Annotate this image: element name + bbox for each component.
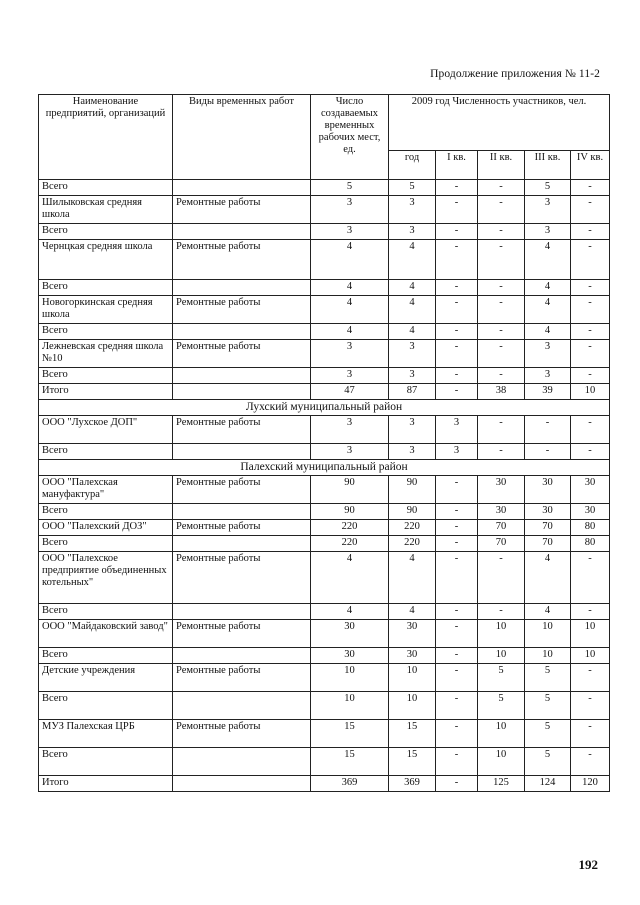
- cell-org: Всего: [39, 504, 173, 520]
- cell-work: Ремонтные работы: [173, 240, 311, 280]
- cell-q3: 30: [525, 476, 571, 504]
- cell-q2: -: [478, 240, 525, 280]
- cell-year: 3: [389, 416, 436, 444]
- cell-year: 87: [389, 384, 436, 400]
- header-q4: IV кв.: [571, 151, 610, 180]
- cell-org: Шилыковская средняя школа: [39, 196, 173, 224]
- cell-work: Ремонтные работы: [173, 340, 311, 368]
- cell-q2: 10: [478, 720, 525, 748]
- cell-places: 30: [311, 620, 389, 648]
- cell-q3: 10: [525, 648, 571, 664]
- cell-org: ООО "Майдаковский завод": [39, 620, 173, 648]
- cell-q1: -: [436, 296, 478, 324]
- cell-q4: 10: [571, 620, 610, 648]
- cell-org: Всего: [39, 444, 173, 460]
- header-q3: III кв.: [525, 151, 571, 180]
- table-row: [39, 504, 610, 520]
- cell-org: Чернцкая средняя школа: [39, 240, 173, 280]
- cell-year: 90: [389, 504, 436, 520]
- cell-q3: 30: [525, 504, 571, 520]
- cell-q4: -: [571, 748, 610, 776]
- cell-q4: 10: [571, 648, 610, 664]
- header-places: Число создаваемых временных рабочих мест, ед.: [311, 95, 389, 180]
- cell-q1: -: [436, 620, 478, 648]
- cell-q4: -: [571, 240, 610, 280]
- cell-work: [173, 776, 311, 792]
- cell-q3: 5: [525, 720, 571, 748]
- table-row-total: [39, 776, 610, 792]
- cell-year: 369: [389, 776, 436, 792]
- cell-q2: -: [478, 196, 525, 224]
- cell-q2: 38: [478, 384, 525, 400]
- cell-q3: 3: [525, 340, 571, 368]
- cell-work: [173, 604, 311, 620]
- cell-q3: 3: [525, 368, 571, 384]
- table-row: [39, 552, 610, 604]
- cell-q4: -: [571, 296, 610, 324]
- table-row: [39, 692, 610, 720]
- cell-q2: 125: [478, 776, 525, 792]
- cell-work: [173, 224, 311, 240]
- cell-q1: -: [436, 748, 478, 776]
- cell-places: 4: [311, 296, 389, 324]
- cell-work: [173, 324, 311, 340]
- cell-q3: -: [525, 416, 571, 444]
- cell-org: Новогоркинская средняя школа: [39, 296, 173, 324]
- table-row: [39, 240, 610, 280]
- section-row-lukh: [39, 400, 610, 416]
- table-row: [39, 444, 610, 460]
- cell-q4: -: [571, 552, 610, 604]
- cell-q4: -: [571, 444, 610, 460]
- table-row: [39, 180, 610, 196]
- cell-q4: -: [571, 280, 610, 296]
- cell-places: 4: [311, 604, 389, 620]
- cell-year: 4: [389, 296, 436, 324]
- cell-year: 220: [389, 536, 436, 552]
- cell-places: 3: [311, 196, 389, 224]
- table-row: [39, 280, 610, 296]
- cell-q2: -: [478, 296, 525, 324]
- cell-q4: 120: [571, 776, 610, 792]
- table-row: [39, 748, 610, 776]
- cell-year: 3: [389, 444, 436, 460]
- cell-org: Итого: [39, 384, 173, 400]
- table-row: [39, 620, 610, 648]
- cell-year: 30: [389, 620, 436, 648]
- cell-q1: -: [436, 536, 478, 552]
- cell-q1: -: [436, 692, 478, 720]
- cell-q3: 5: [525, 748, 571, 776]
- cell-work: Ремонтные работы: [173, 720, 311, 748]
- cell-places: 90: [311, 476, 389, 504]
- cell-q2: -: [478, 604, 525, 620]
- cell-year: 30: [389, 648, 436, 664]
- cell-q1: -: [436, 520, 478, 536]
- table-row: [39, 416, 610, 444]
- cell-q3: 4: [525, 604, 571, 620]
- cell-year: 220: [389, 520, 436, 536]
- cell-q4: -: [571, 180, 610, 196]
- cell-places: 5: [311, 180, 389, 196]
- participants-table: [38, 94, 610, 792]
- cell-work: Ремонтные работы: [173, 620, 311, 648]
- cell-org: Всего: [39, 648, 173, 664]
- header-year-group: 2009 год Численность участников, чел.: [389, 95, 610, 151]
- cell-work: [173, 536, 311, 552]
- cell-year: 4: [389, 552, 436, 604]
- cell-q2: 5: [478, 692, 525, 720]
- cell-q4: 30: [571, 476, 610, 504]
- cell-org: Детские учреждения: [39, 664, 173, 692]
- cell-places: 10: [311, 664, 389, 692]
- cell-q1: -: [436, 324, 478, 340]
- cell-org: ООО "Палехское предприятие объединенных котельных": [39, 552, 173, 604]
- cell-work: [173, 504, 311, 520]
- cell-org: Всего: [39, 368, 173, 384]
- cell-q4: -: [571, 224, 610, 240]
- cell-places: 369: [311, 776, 389, 792]
- cell-work: Ремонтные работы: [173, 196, 311, 224]
- cell-q1: -: [436, 552, 478, 604]
- section-title-palekh: Палехский муниципальный район: [39, 460, 610, 476]
- cell-year: 3: [389, 224, 436, 240]
- cell-work: Ремонтные работы: [173, 552, 311, 604]
- cell-q2: 30: [478, 504, 525, 520]
- cell-q4: 30: [571, 504, 610, 520]
- cell-q2: -: [478, 340, 525, 368]
- cell-q3: 70: [525, 536, 571, 552]
- header-work: Виды временных работ: [173, 95, 311, 180]
- cell-q4: -: [571, 720, 610, 748]
- cell-q4: 80: [571, 520, 610, 536]
- table-row: [39, 664, 610, 692]
- cell-org: Лежневская средняя школа №10: [39, 340, 173, 368]
- cell-q4: -: [571, 416, 610, 444]
- page-header-continuation: Продолжение приложения № 11-2: [430, 68, 600, 80]
- cell-places: 10: [311, 692, 389, 720]
- cell-places: 90: [311, 504, 389, 520]
- cell-places: 4: [311, 552, 389, 604]
- cell-q2: -: [478, 368, 525, 384]
- cell-places: 4: [311, 324, 389, 340]
- cell-q4: -: [571, 664, 610, 692]
- cell-work: Ремонтные работы: [173, 664, 311, 692]
- cell-places: 15: [311, 748, 389, 776]
- table-row: [39, 296, 610, 324]
- cell-q2: -: [478, 416, 525, 444]
- cell-q2: 10: [478, 748, 525, 776]
- cell-q2: 5: [478, 664, 525, 692]
- cell-org: Всего: [39, 604, 173, 620]
- cell-places: 30: [311, 648, 389, 664]
- cell-q2: -: [478, 552, 525, 604]
- cell-q3: 4: [525, 280, 571, 296]
- cell-q2: -: [478, 180, 525, 196]
- section-title-lukh: Лухский муниципальный район: [39, 400, 610, 416]
- cell-work: [173, 180, 311, 196]
- cell-org: ООО "Палехская мануфактура": [39, 476, 173, 504]
- cell-places: 220: [311, 520, 389, 536]
- cell-q3: 5: [525, 692, 571, 720]
- table-row: [39, 324, 610, 340]
- cell-work: Ремонтные работы: [173, 476, 311, 504]
- cell-year: 15: [389, 748, 436, 776]
- cell-q2: -: [478, 444, 525, 460]
- cell-q2: 10: [478, 648, 525, 664]
- cell-q1: -: [436, 280, 478, 296]
- cell-q1: 3: [436, 416, 478, 444]
- cell-q1: -: [436, 648, 478, 664]
- cell-q1: -: [436, 224, 478, 240]
- cell-q3: 4: [525, 552, 571, 604]
- cell-q1: -: [436, 384, 478, 400]
- cell-year: 3: [389, 340, 436, 368]
- cell-q1: -: [436, 504, 478, 520]
- cell-q1: -: [436, 604, 478, 620]
- cell-org: Всего: [39, 280, 173, 296]
- cell-q4: -: [571, 324, 610, 340]
- cell-places: 4: [311, 240, 389, 280]
- cell-work: [173, 692, 311, 720]
- cell-work: Ремонтные работы: [173, 520, 311, 536]
- cell-q3: 3: [525, 224, 571, 240]
- cell-q3: -: [525, 444, 571, 460]
- cell-work: Ремонтные работы: [173, 416, 311, 444]
- table-row: [39, 476, 610, 504]
- cell-places: 15: [311, 720, 389, 748]
- cell-q2: 10: [478, 620, 525, 648]
- cell-places: 3: [311, 368, 389, 384]
- cell-year: 4: [389, 280, 436, 296]
- cell-q3: 4: [525, 240, 571, 280]
- cell-q2: 70: [478, 536, 525, 552]
- cell-work: [173, 748, 311, 776]
- cell-q3: 3: [525, 196, 571, 224]
- cell-places: 3: [311, 340, 389, 368]
- cell-q3: 10: [525, 620, 571, 648]
- cell-q1: -: [436, 776, 478, 792]
- table-row: [39, 720, 610, 748]
- table-row: [39, 368, 610, 384]
- cell-year: 3: [389, 196, 436, 224]
- cell-q4: -: [571, 368, 610, 384]
- cell-q2: 30: [478, 476, 525, 504]
- cell-q2: -: [478, 324, 525, 340]
- cell-work: [173, 368, 311, 384]
- cell-places: 220: [311, 536, 389, 552]
- cell-work: Ремонтные работы: [173, 296, 311, 324]
- cell-q3: 39: [525, 384, 571, 400]
- cell-q4: -: [571, 604, 610, 620]
- cell-year: 3: [389, 368, 436, 384]
- cell-org: Всего: [39, 692, 173, 720]
- cell-work: [173, 384, 311, 400]
- cell-q1: -: [436, 240, 478, 280]
- table-row-total: [39, 384, 610, 400]
- table-row: [39, 196, 610, 224]
- table-row: [39, 340, 610, 368]
- cell-q1: -: [436, 664, 478, 692]
- cell-q1: -: [436, 340, 478, 368]
- cell-org: Итого: [39, 776, 173, 792]
- table-row: [39, 536, 610, 552]
- table-row: [39, 520, 610, 536]
- cell-org: ООО "Палехский ДОЗ": [39, 520, 173, 536]
- cell-places: 47: [311, 384, 389, 400]
- header-q1: I кв.: [436, 151, 478, 180]
- cell-work: [173, 648, 311, 664]
- cell-q3: 124: [525, 776, 571, 792]
- cell-q1: -: [436, 368, 478, 384]
- cell-q3: 5: [525, 180, 571, 196]
- cell-q1: -: [436, 476, 478, 504]
- cell-year: 15: [389, 720, 436, 748]
- cell-work: [173, 444, 311, 460]
- cell-org: ООО "Лухское ДОП": [39, 416, 173, 444]
- page-number: 192: [578, 857, 598, 872]
- cell-q3: 4: [525, 296, 571, 324]
- header-year: год: [389, 151, 436, 180]
- table-row: [39, 604, 610, 620]
- cell-year: 4: [389, 240, 436, 280]
- cell-org: МУЗ Палехская ЦРБ: [39, 720, 173, 748]
- cell-org: Всего: [39, 224, 173, 240]
- section-row-palekh: [39, 460, 610, 476]
- table-row: [39, 648, 610, 664]
- header-q2: II кв.: [478, 151, 525, 180]
- table-row: [39, 224, 610, 240]
- cell-places: 4: [311, 280, 389, 296]
- cell-q2: -: [478, 224, 525, 240]
- cell-places: 3: [311, 416, 389, 444]
- cell-q1: -: [436, 196, 478, 224]
- cell-q3: 5: [525, 664, 571, 692]
- cell-org: Всего: [39, 180, 173, 196]
- cell-q4: -: [571, 692, 610, 720]
- cell-q1: -: [436, 180, 478, 196]
- cell-q1: 3: [436, 444, 478, 460]
- cell-org: Всего: [39, 748, 173, 776]
- cell-q3: 4: [525, 324, 571, 340]
- cell-q3: 70: [525, 520, 571, 536]
- cell-org: Всего: [39, 324, 173, 340]
- cell-year: 4: [389, 324, 436, 340]
- cell-q1: -: [436, 720, 478, 748]
- cell-q2: 70: [478, 520, 525, 536]
- cell-org: Всего: [39, 536, 173, 552]
- cell-q4: 80: [571, 536, 610, 552]
- cell-q4: -: [571, 340, 610, 368]
- cell-year: 10: [389, 692, 436, 720]
- cell-q4: -: [571, 196, 610, 224]
- cell-year: 4: [389, 604, 436, 620]
- cell-q4: 10: [571, 384, 610, 400]
- cell-year: 5: [389, 180, 436, 196]
- cell-q2: -: [478, 280, 525, 296]
- cell-work: [173, 280, 311, 296]
- header-org: Наименование предприятий, организаций: [39, 95, 173, 180]
- cell-places: 3: [311, 444, 389, 460]
- cell-year: 10: [389, 664, 436, 692]
- cell-year: 90: [389, 476, 436, 504]
- cell-places: 3: [311, 224, 389, 240]
